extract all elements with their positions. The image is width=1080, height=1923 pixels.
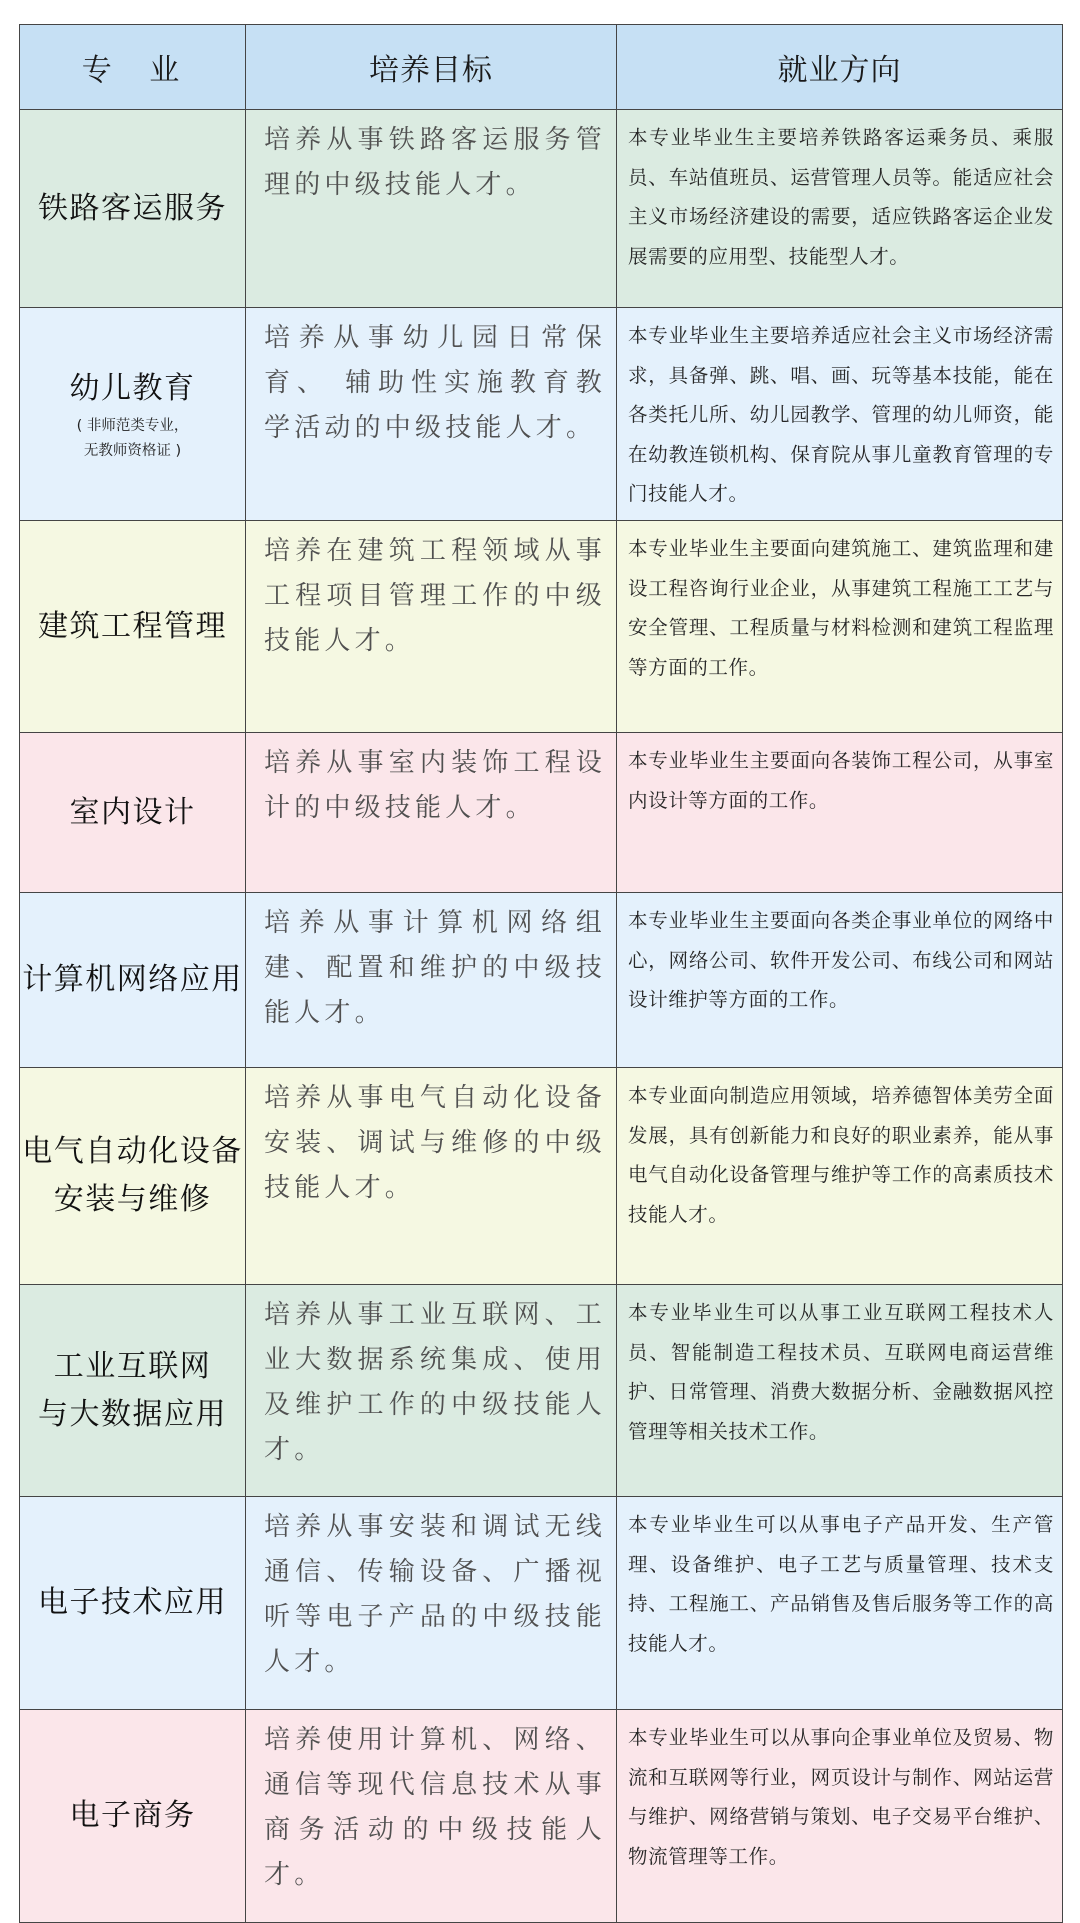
table-row: [20, 1068, 1063, 1285]
career-cell: 本专业毕业生主要面向各类企事业单位的网络中心，网络公司、软件开发公司、布线公司和网站设计维护等方面的工作。: [617, 893, 1063, 1068]
header-goal: 培养目标: [246, 25, 617, 110]
career-cell: 本专业面向制造应用领域，培养德智体美劳全面发展，具有创新能力和良好的职业素养，能从事电气自动化设备管理与维护等工作的高素质技术技能人才。: [617, 1068, 1063, 1285]
major-note: 无教师资格证 ): [83, 443, 182, 459]
major-name: 计算机网络应用: [22, 962, 243, 997]
goal-cell: 培养使用计算机、网络、通信等现代信息技术从事商务活动的中级技能人才。: [246, 1710, 617, 1923]
table-row: [20, 1710, 1063, 1923]
major-name: 工业互联网 与大数据应用: [38, 1348, 227, 1432]
major-cell: [20, 1285, 246, 1497]
major-cell: [20, 521, 246, 733]
table-row: [20, 308, 1063, 521]
major-name: 电子商务: [69, 1798, 196, 1833]
table-row: [20, 1285, 1063, 1497]
header-major: 专 业: [20, 25, 246, 110]
goal-cell: 培养从事幼儿园日常保育、 辅助性实施教育教学活动的中级技能人才。: [246, 308, 617, 521]
major-name: 电子技术应用: [38, 1585, 227, 1620]
major-cell: [20, 733, 246, 893]
goal-cell: 培养从事计算机网络组建、配置和维护的中级技能人才。: [246, 893, 617, 1068]
career-cell: 本专业毕业生可以从事向企事业单位及贸易、物流和互联网等行业，网页设计与制作、网站运营与维护、网络营销与策划、电子交易平台维护、物流管理等工作。: [617, 1710, 1063, 1923]
table-header-row: [20, 25, 1063, 110]
goal-cell: 培养从事工业互联网、工业大数据系统集成、使用及维护工作的中级技能人才。: [246, 1285, 617, 1497]
career-cell: 本专业毕业生主要面向各装饰工程公司，从事室内设计等方面的工作。: [617, 733, 1063, 893]
career-cell: 本专业毕业生可以从事电子产品开发、生产管理、设备维护、电子工艺与质量管理、技术支持、工程施工、产品销售及售后服务等工作的高技能人才。: [617, 1497, 1063, 1710]
career-cell: 本专业毕业生主要培养铁路客运乘务员、乘服员、车站值班员、运营管理人员等。能适应社会主义市场经济建设的需要，适应铁路客运企业发展需要的应用型、技能型人才。: [617, 110, 1063, 308]
goal-cell: 培养从事室内装饰工程设计的中级技能人才。: [246, 733, 617, 893]
major-name: 幼儿教育: [69, 371, 196, 406]
career-cell: 本专业毕业生主要面向建筑施工、建筑监理和建设工程咨询行业企业，从事建筑工程施工工艺与安全管理、工程质量与材料检测和建筑工程监理等方面的工作。: [617, 521, 1063, 733]
major-cell: [20, 1497, 246, 1710]
major-cell: [20, 110, 246, 308]
goal-cell: 培养在建筑工程领域从事工程项目管理工作的中级技能人才。: [246, 521, 617, 733]
major-cell: [20, 1068, 246, 1285]
majors-table: [19, 24, 1063, 1923]
major-cell: [20, 893, 246, 1068]
major-name: 室内设计: [69, 794, 196, 830]
major-note: ( 非师范类专业，: [76, 418, 189, 434]
major-cell: [20, 1710, 246, 1923]
major-cell: [20, 308, 246, 521]
goal-cell: 培养从事电气自动化设备安装、调试与维修的中级技能人才。: [246, 1068, 617, 1285]
major-name: 电气自动化设备 安装与维修: [22, 1134, 243, 1217]
goal-cell: 培养从事安装和调试无线通信、传输设备、广播视听等电子产品的中级技能人才。: [246, 1497, 617, 1710]
table-row: [20, 1497, 1063, 1710]
career-cell: 本专业毕业生可以从事工业互联网工程技术人员、智能制造工程技术员、互联网电商运营维护、日常管理、消费大数据分析、金融数据风控管理等相关技术工作。: [617, 1285, 1063, 1497]
major-name: 铁路客运服务: [38, 190, 227, 226]
table-row: [20, 893, 1063, 1068]
table-row: [20, 110, 1063, 308]
goal-cell: 培养从事铁路客运服务管理的中级技能人才。: [246, 110, 617, 308]
table-row: [20, 733, 1063, 893]
career-cell: 本专业毕业生主要培养适应社会主义市场经济需求，具备弹、跳、唱、画、玩等基本技能，能在各类托儿所、幼儿园教学、管理的幼儿师资，能在幼教连锁机构、保育院从事儿童教育管理的专门技能人才。: [617, 308, 1063, 521]
table-row: [20, 521, 1063, 733]
major-name: 建筑工程管理: [38, 608, 227, 644]
header-career: 就业方向: [617, 25, 1063, 110]
